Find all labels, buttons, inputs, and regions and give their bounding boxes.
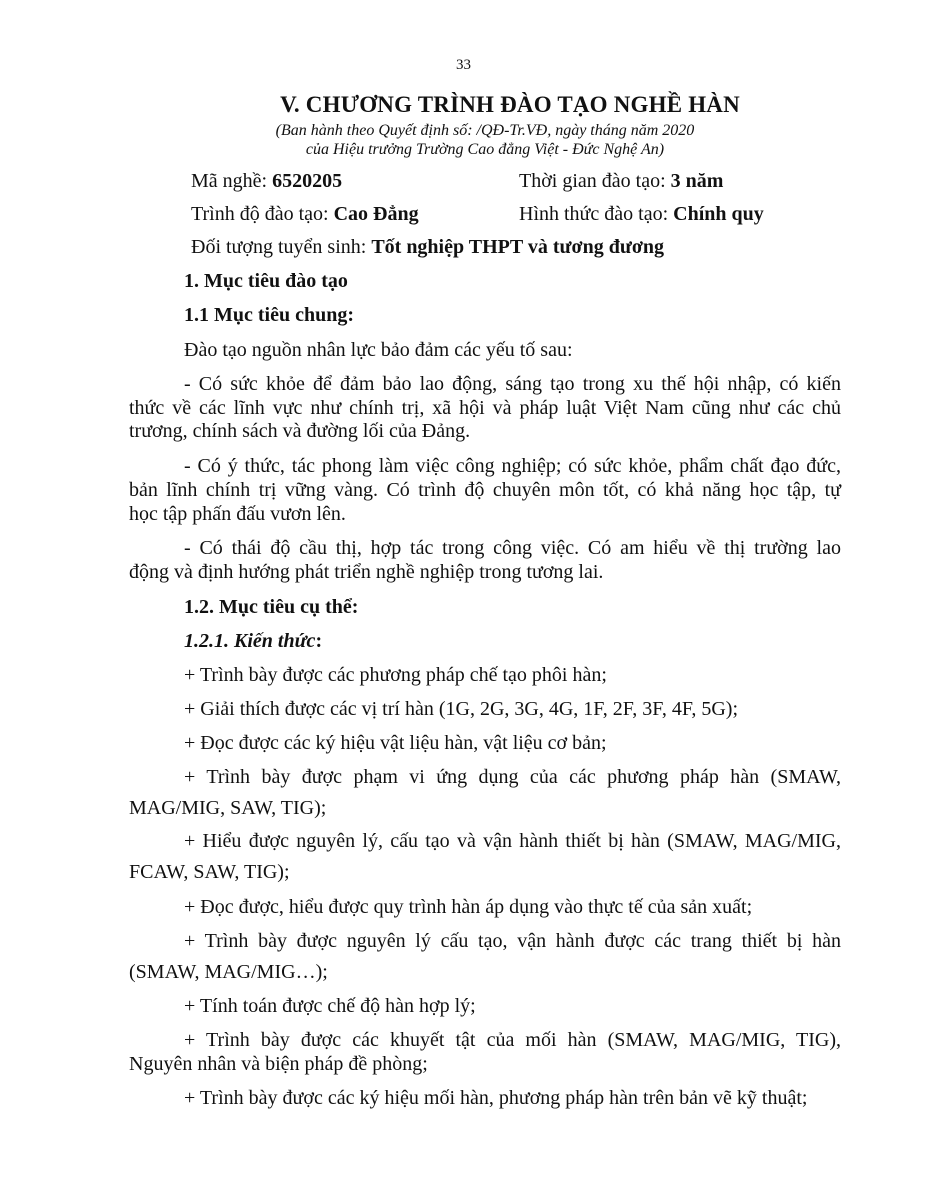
paragraph-1-line-2: thức về các lĩnh vực như chính trị, xã hội và pháp luật Việt Nam cũng như các chủ <box>129 397 841 419</box>
section-heading-1-1: 1.1 Mục tiêu chung: <box>184 304 354 326</box>
knowledge-item: + Trình bày được các khuyết tật của mối hàn (SMAW, MAG/MIG, TIG), <box>184 1029 841 1051</box>
enrollment-target-value: Tốt nghiệp THPT và tương đương <box>371 236 665 258</box>
knowledge-item: + Trình bày được các ký hiệu mối hàn, phương pháp hàn trên bản vẽ kỹ thuật; <box>184 1087 808 1109</box>
knowledge-item: + Trình bày được các phương pháp chế tạo phôi hàn; <box>184 664 607 686</box>
knowledge-item: + Đọc được các ký hiệu vật liệu hàn, vật liệu cơ bản; <box>184 732 607 754</box>
knowledge-item-continuation: MAG/MIG, SAW, TIG); <box>129 797 327 819</box>
section-heading-1: 1. Mục tiêu đào tạo <box>184 270 348 292</box>
subtitle-line-2: của Hiệu trưởng Trường Cao đẳng Việt - Đức Nghệ An) <box>305 141 665 158</box>
occupation-code-label: Mã nghề: <box>191 170 273 192</box>
knowledge-item: + Tính toán được chế độ hàn hợp lý; <box>184 995 476 1017</box>
enrollment-target-label: Đối tượng tuyển sinh: <box>191 236 372 258</box>
training-form-value: Chính quy <box>673 203 764 225</box>
knowledge-heading: 1.2.1. Kiến thức <box>184 630 316 652</box>
occupation-code-value: 6520205 <box>272 170 343 192</box>
paragraph-2-line-2: bản lĩnh chính trị vững vàng. Có trình độ chuyên môn tốt, có khả năng học tập, tự <box>129 479 841 501</box>
training-form-label: Hình thức đào tạo: <box>519 203 674 225</box>
paragraph-3-line-2: động và định hướng phát triển nghề nghiệp trong tương lai. <box>129 561 604 583</box>
training-form <box>519 203 764 226</box>
knowledge-item-continuation: FCAW, SAW, TIG); <box>129 861 290 883</box>
knowledge-item: + Trình bày được nguyên lý cấu tạo, vận hành được các trang thiết bị hàn <box>184 930 841 952</box>
section-heading-1-2-1 <box>184 630 322 653</box>
paragraph-2-line-3: học tập phấn đấu vươn lên. <box>129 503 346 525</box>
knowledge-item: + Đọc được, hiểu được quy trình hàn áp dụng vào thực tế của sản xuất; <box>184 896 753 918</box>
enrollment-target <box>191 236 664 259</box>
training-level-label: Trình độ đào tạo: <box>191 203 334 225</box>
paragraph-3-line-1: - Có thái độ cầu thị, hợp tác trong công việc. Có am hiểu về thị trường lao <box>184 537 841 559</box>
knowledge-item: + Trình bày được phạm vi ứng dụng của các phương pháp hàn (SMAW, <box>184 766 841 788</box>
occupation-code <box>191 170 342 193</box>
subtitle-line-1: (Ban hành theo Quyết định số: /QĐ-Tr.VĐ, ngày tháng năm 2020 <box>275 122 695 139</box>
training-duration-label: Thời gian đào tạo: <box>519 170 671 192</box>
paragraph-2-line-1: - Có ý thức, tác phong làm việc công nghiệp; có sức khỏe, phẩm chất đạo đức, <box>184 455 841 477</box>
intro-text: Đào tạo nguồn nhân lực bảo đảm các yếu tố sau: <box>184 339 573 361</box>
page-number: 33 <box>456 57 471 73</box>
knowledge-heading-colon: : <box>315 630 323 652</box>
paragraph-1-line-3: trương, chính sách và đường lối của Đảng. <box>129 420 471 442</box>
document-title: V. CHƯƠNG TRÌNH ĐÀO TẠO NGHỀ HÀN <box>280 92 740 117</box>
paragraph-1-line-1: - Có sức khỏe để đảm bảo lao động, sáng tạo trong xu thế hội nhập, có kiến <box>184 373 841 395</box>
training-duration-value: 3 năm <box>670 170 724 192</box>
knowledge-item: + Giải thích được các vị trí hàn (1G, 2G, 3G, 4G, 1F, 2F, 3F, 4F, 5G); <box>184 698 739 720</box>
knowledge-item: + Hiểu được nguyên lý, cấu tạo và vận hành thiết bị hàn (SMAW, MAG/MIG, <box>184 830 841 852</box>
knowledge-item-continuation: Nguyên nhân và biện pháp đề phòng; <box>129 1053 428 1075</box>
training-level <box>191 203 419 226</box>
knowledge-item-continuation: (SMAW, MAG/MIG…); <box>129 961 328 983</box>
training-level-value: Cao Đẳng <box>333 203 419 225</box>
training-duration <box>519 170 723 193</box>
section-heading-1-2: 1.2. Mục tiêu cụ thể: <box>184 596 359 618</box>
